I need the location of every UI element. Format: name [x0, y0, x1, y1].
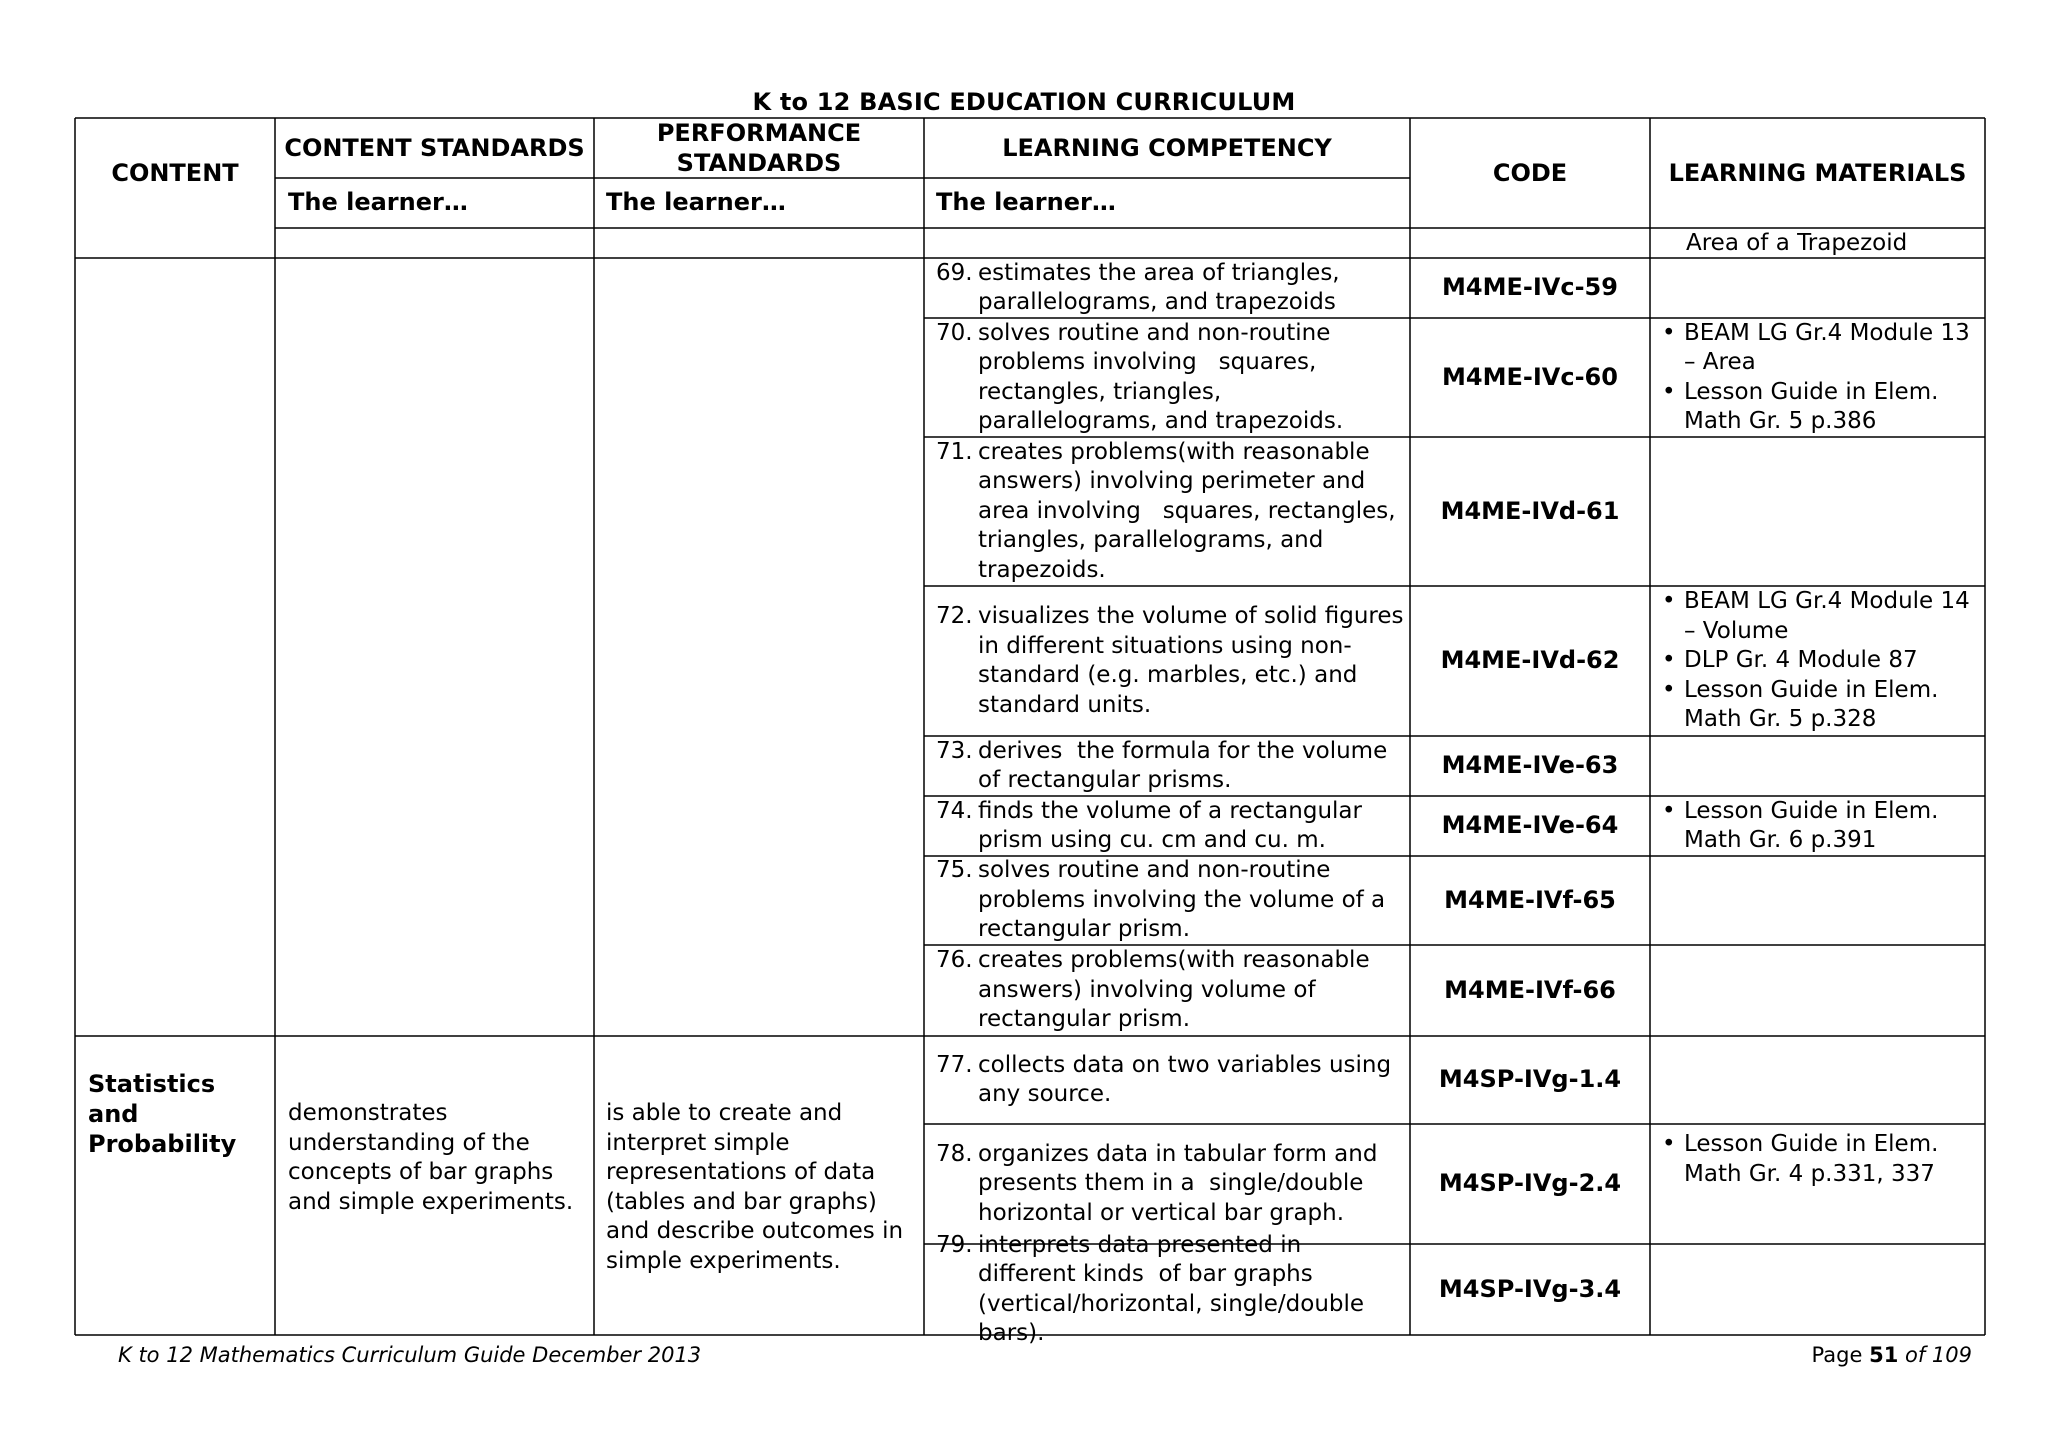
competency-code: M4SP-IVg-1.4 — [1438, 1065, 1622, 1094]
competency-code: M4ME-IVc-60 — [1442, 362, 1618, 391]
header-performance-standards: PERFORMANCE STANDARDS — [656, 119, 862, 177]
footer-page-info — [1812, 1343, 1972, 1367]
material-item — [1662, 797, 1980, 856]
competency-cell — [936, 945, 1406, 1036]
competency-number: 77. — [936, 1051, 973, 1078]
competency-cell — [936, 318, 1406, 437]
competency-number: 71. — [936, 438, 973, 465]
competency-text: creates problems(with reasonable answers) involving volume of rectangular prism. — [978, 947, 1377, 1033]
competency-code: M4SP-IVg-3.4 — [1438, 1274, 1622, 1303]
material-item — [1662, 587, 1980, 646]
bullet-icon: • — [1662, 378, 1676, 405]
material-item — [1662, 378, 1980, 437]
competency-text: solves routine and non-routine problems involving the volume of a rectangular prism. — [978, 857, 1393, 943]
competency-code: M4SP-IVg-2.4 — [1438, 1169, 1622, 1198]
learning-materials-cell — [1662, 796, 1980, 856]
competency-number: 70. — [936, 319, 973, 346]
competency-number: 76. — [936, 947, 973, 974]
material-text: DLP Gr. 4 Module 87 — [1684, 647, 1918, 674]
competency-code: M4ME-IVe-63 — [1441, 751, 1619, 780]
competency-cell — [936, 1231, 1406, 1346]
competency-number: 73. — [936, 737, 973, 764]
bullet-icon: • — [1662, 797, 1676, 824]
competency-number: 79. — [936, 1231, 973, 1258]
bullet-icon: • — [1662, 647, 1676, 674]
competency-code: M4ME-IVe-64 — [1441, 811, 1619, 840]
material-text: Lesson Guide in Elem. Math Gr. 6 p.391 — [1684, 797, 1939, 853]
competency-text: derives the formula for the volume of rectangular prisms. — [978, 737, 1395, 793]
competency-number: 78. — [936, 1140, 973, 1167]
learner-label-content-standards: The learner… — [288, 188, 468, 217]
learning-materials-cell — [1662, 1124, 1980, 1244]
competency-cell — [936, 437, 1406, 586]
material-item — [1662, 1130, 1980, 1189]
competency-cell — [936, 736, 1406, 796]
bullet-icon: • — [1662, 1131, 1676, 1157]
header-learning-competency: LEARNING COMPETENCY — [1002, 134, 1332, 162]
competency-text: organizes data in tabular form and presents them in a single/double horizontal or vertical bar graph. — [978, 1140, 1385, 1226]
content-statistics-probability: Statistics and Probability — [88, 1070, 237, 1158]
learning-materials-cell — [1662, 318, 1980, 437]
competency-code: M4ME-IVc-59 — [1442, 273, 1618, 302]
competency-cell — [936, 586, 1411, 736]
bullet-icon: • — [1662, 319, 1676, 346]
material-item — [1662, 676, 1980, 735]
material-text: Lesson Guide in Elem. Math Gr. 4 p.331, 337 — [1684, 1131, 1939, 1187]
competency-number: 75. — [936, 857, 973, 884]
competency-text: estimates the area of triangles, parallelograms, and trapezoids — [978, 259, 1347, 315]
competency-number: 72. — [936, 603, 973, 629]
competency-number: 74. — [936, 797, 973, 824]
material-text: BEAM LG Gr.4 Module 14 – Volume — [1684, 588, 1970, 644]
competency-cell — [936, 1036, 1406, 1124]
material-text: Lesson Guide in Elem. Math Gr. 5 p.328 — [1684, 676, 1939, 733]
material-item — [1662, 646, 1980, 676]
material-item — [1662, 319, 1980, 378]
page-total: of 109 — [1905, 1343, 1972, 1367]
competency-text: solves routine and non-routine problems involving squares, rectangles, triangles, parallelograms, and trapezoids. — [978, 319, 1344, 434]
content-standard-text: demonstrates understanding of the concepts of bar graphs and simple experiments. — [288, 1100, 574, 1215]
competency-cell — [936, 796, 1406, 856]
page-label: Page — [1811, 1343, 1863, 1367]
material-text: Lesson Guide in Elem. Math Gr. 5 p.386 — [1684, 378, 1939, 434]
bullet-icon: • — [1662, 588, 1676, 615]
competency-text: creates problems(with reasonable answers) involving perimeter and area involving squares, rectangles, triangles, parallelograms, and trapezoids. — [978, 438, 1403, 583]
competency-code: M4ME-IVf-66 — [1444, 975, 1616, 1004]
competency-number: 69. — [936, 259, 973, 286]
material-text: BEAM LG Gr.4 Module 13 – Area — [1684, 319, 1970, 375]
competency-text: finds the volume of a rectangular prism using cu. cm and cu. m. — [978, 797, 1370, 853]
competency-text: interprets data presented in different kinds of bar graphs (vertical/horizontal, single/double bars). — [978, 1231, 1372, 1346]
performance-standard-text: is able to create and interpret simple representations of data (tables and bar graphs) and describe outcomes in simple experiments. — [606, 1100, 904, 1274]
competency-code: M4ME-IVf-65 — [1444, 885, 1616, 914]
learning-materials-cell — [1662, 586, 1980, 736]
competency-cell — [936, 1124, 1406, 1244]
header-content-standards: CONTENT STANDARDS — [284, 134, 585, 162]
header-code: CODE — [1492, 159, 1568, 187]
page-number: 51 — [1869, 1343, 1899, 1367]
competency-text: visualizes the volume of solid figures in different situations using non-standard (e.g. marbles, etc.) and standard units. — [978, 603, 1411, 718]
footer-guide-title: K to 12 Mathematics Curriculum Guide December 2013 — [118, 1343, 702, 1367]
competency-text: collects data on two variables using any source. — [978, 1051, 1399, 1107]
document-title: K to 12 BASIC EDUCATION CURRICULUM — [752, 88, 1296, 116]
carryover-material: Area of a Trapezoid — [1686, 230, 1908, 256]
learner-label-performance-standards: The learner… — [606, 188, 786, 217]
header-content: CONTENT — [111, 159, 239, 187]
learner-label-learning-competency: The learner… — [936, 188, 1116, 217]
competency-code: M4ME-IVd-62 — [1440, 646, 1620, 675]
competency-code: M4ME-IVd-61 — [1440, 496, 1620, 525]
bullet-icon: • — [1662, 676, 1676, 703]
competency-cell — [936, 258, 1406, 318]
competency-cell — [936, 856, 1406, 945]
header-learning-materials: LEARNING MATERIALS — [1668, 159, 1967, 187]
